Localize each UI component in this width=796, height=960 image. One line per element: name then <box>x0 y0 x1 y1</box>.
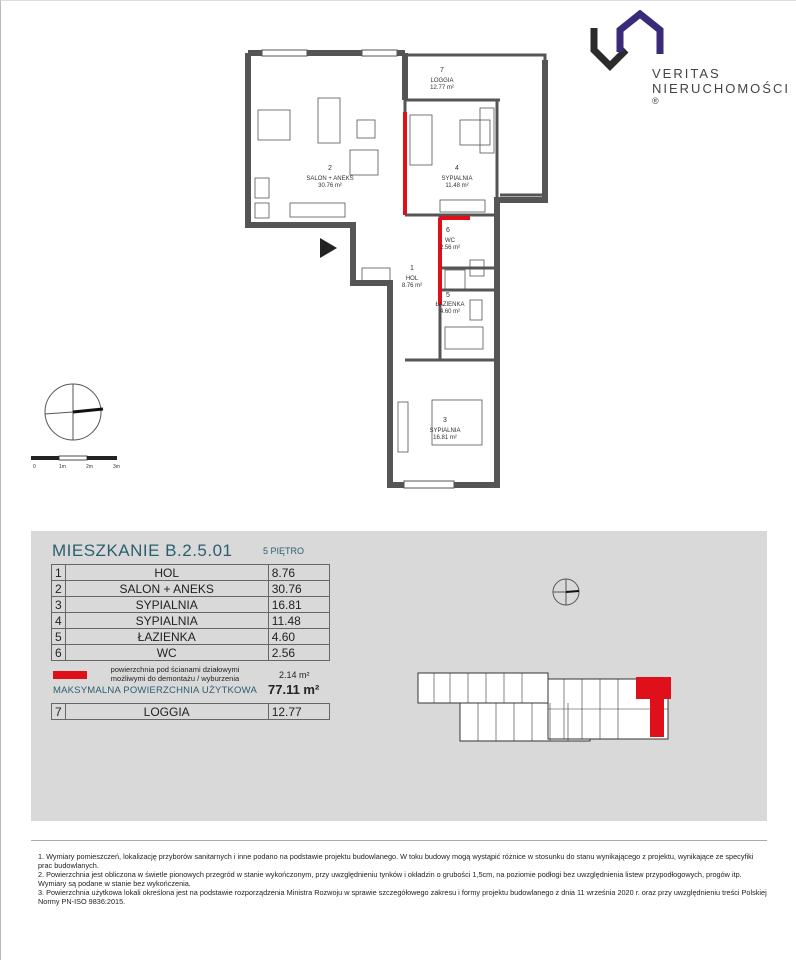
plan-room-num-1: 1 <box>410 265 414 272</box>
scale-label-2m: 2m <box>86 464 93 470</box>
room-name: SYPIALNIA <box>65 613 268 629</box>
footnote-1: 1. Wymiary pomieszczeń, lokalizację przyborów sanitarnych i inne podano na podstawie projektu budowlanego. W toku budowy mogą wystąpić różnice w stosunku do stanu wynikającego z projektu, wynikające ze specyfiki prac budowlanych. <box>38 852 754 870</box>
room-number: 1 <box>52 565 66 581</box>
table-row <box>52 645 330 661</box>
table-row <box>52 613 330 629</box>
scale-label-0: 0 <box>33 464 36 470</box>
room-area: 16.81 <box>268 597 329 613</box>
plan-room-num-2: 2 <box>328 165 332 172</box>
plan-room-num-6: 6 <box>446 227 450 234</box>
room-area: 12.77 <box>268 704 329 720</box>
room-area: 30.76 <box>268 581 329 597</box>
legend-text <box>95 665 255 683</box>
plan-room-area-5: 4.60 m² <box>439 309 461 315</box>
scale-label-3m: 3m <box>113 464 120 470</box>
plan-room-num-4: 4 <box>455 165 459 172</box>
plan-room-name-2: SALON + ANEKS <box>306 176 354 182</box>
plan-room-area-7: 12.77 m² <box>430 85 454 91</box>
room-number: 6 <box>52 645 66 661</box>
table-row <box>52 704 330 720</box>
table-row <box>52 565 330 581</box>
rooms-table <box>51 564 330 661</box>
plan-room-name-4: SYPIALNIA <box>441 176 473 182</box>
room-name: LOGGIA <box>65 704 268 720</box>
table-row <box>52 581 330 597</box>
footnote-2: 2. Powierzchnia jest obliczona w świetle pionowych przegród w stanie wykończonym, przy uwzględnieniu tynków i okładzin o grubości 1,5cm, na poziomie podłogi bez uwzględnienia listew przypodłogowych, progów itp. Wymiary są podane w stanie bez wykończenia. <box>38 870 742 888</box>
room-name: SYPIALNIA <box>65 597 268 613</box>
plan-room-area-2: 30.76 m² <box>318 183 342 189</box>
plan-room-num-7: 7 <box>440 67 444 74</box>
plan-room-num-3: 3 <box>443 417 447 424</box>
room-area: 11.48 <box>268 613 329 629</box>
table-row <box>52 597 330 613</box>
legend-line-1: powierzchnia pod ścianami działowymi <box>110 665 240 674</box>
room-area: 2.56 <box>268 645 329 661</box>
max-area-value: 77.11 m² <box>268 682 320 697</box>
room-area: 8.76 <box>268 565 329 581</box>
table-row <box>52 629 330 645</box>
room-area: 4.60 <box>268 629 329 645</box>
entry-arrow-icon <box>320 238 337 258</box>
room-number: 7 <box>52 704 66 720</box>
loggia-table <box>51 703 330 720</box>
registered-mark: ® <box>652 96 661 106</box>
building-location-map <box>414 669 674 749</box>
plan-room-name-6: WC <box>445 238 455 244</box>
plan-room-area-1: 8.76 m² <box>401 283 423 289</box>
room-name: ŁAZIENKA <box>65 629 268 645</box>
plan-room-num-5: 5 <box>446 292 450 299</box>
room-number: 2 <box>52 581 66 597</box>
room-number: 5 <box>52 629 66 645</box>
legend-line-2: możliwymi do demontażu / wyburzenia <box>110 674 240 683</box>
room-name: HOL <box>65 565 268 581</box>
apartment-floor: 5 PIĘTRO <box>263 546 305 556</box>
floor-plan <box>0 0 560 520</box>
plan-room-area-6: 2.56 m² <box>439 245 461 251</box>
divider <box>31 840 767 841</box>
room-name: SALON + ANEKS <box>65 581 268 597</box>
plan-room-name-3: SYPIALNIA <box>429 428 461 434</box>
brand-line-2: NIERUCHOMOŚCI ® <box>652 81 790 106</box>
compass-icon <box>45 384 103 440</box>
apartment-info-panel <box>31 531 767 821</box>
brand-line-1: VERITAS <box>652 66 721 81</box>
plan-room-name-7: LOGGIA <box>430 78 454 84</box>
max-area-label: MAKSYMALNA POWIERZCHNIA UŻYTKOWA <box>53 685 257 696</box>
scale-bar <box>31 456 120 470</box>
room-number: 3 <box>52 597 66 613</box>
apartment-title: MIESZKANIE B.2.5.01 <box>52 541 233 560</box>
footnotes <box>38 852 768 906</box>
small-compass-icon <box>550 576 582 608</box>
demolish-swatch <box>53 671 87 679</box>
plan-room-name-5: ŁAZIENKA <box>435 302 465 308</box>
room-name: WC <box>65 645 268 661</box>
plan-room-area-3: 16.81 m² <box>433 435 457 441</box>
plan-room-name-1: HOL <box>405 276 419 282</box>
plan-room-area-4: 11.48 m² <box>445 183 469 189</box>
scale-label-1m: 1m <box>59 464 66 470</box>
legend-area: 2.14 m² <box>279 670 310 680</box>
room-number: 4 <box>52 613 66 629</box>
footnote-3: 3. Powierzchnia użytkowa lokali określona jest na podstawie rozporządzenia Ministra Rozwoju w sprawie szczegółowego zakresu i formy projektu budowlanego z dnia 11 września 2020 r. oraz przy uwzględnieniu treści Polskiej Normy PN-ISO 9836:2015. <box>38 888 767 906</box>
